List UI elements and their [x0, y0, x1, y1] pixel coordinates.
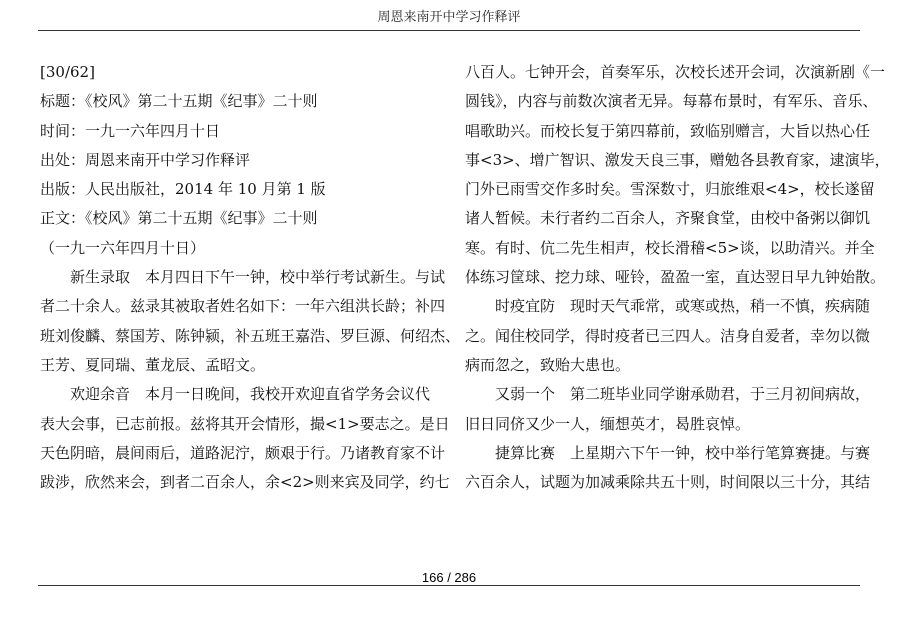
text-line: 又弱一个 第二班毕业同学谢承勋君，于三月初间病故， — [465, 385, 871, 404]
text-line: 寒。有时、伉二先生相声，校长滑稽<5>谈，以助清兴。并全 — [465, 238, 875, 257]
text-line: 天色阴暗，晨间雨后，道路泥泞，颇艰于行。乃诸教育家不计 — [40, 443, 446, 462]
text-line: 之。闻住校同学，得时疫者已三四人。洁身自爱者，幸勿以微 — [465, 326, 871, 345]
text-line: 王芳、夏同瑞、董龙辰、孟昭文。 — [40, 355, 266, 374]
text-line: 六百余人，试题为加减乘除共五十则，时间限以三十分，其结 — [465, 473, 871, 492]
text-line: 唱歌助兴。而校长复于第四幕前，致临别赠言，大旨以热心任 — [465, 121, 871, 140]
text-line: 诸人暂候。未行者约二百余人，齐聚食堂，由校中备粥以御饥 — [465, 209, 871, 228]
text-line: 八百人。七钟开会，首奏军乐，次校长述开会词，次演新剧《一 — [465, 63, 886, 81]
text-line: 事<3>、增广智识、激发天良三事，赠勉各县教育家，逮演毕， — [465, 150, 890, 169]
text-line: 出版：人民出版社，2014 年 10 月第 1 版 — [40, 180, 326, 199]
left-column — [40, 58, 461, 497]
text-line: 者二十余人。兹录其被取者姓名如下：一年六组洪长龄；补四 — [40, 297, 446, 316]
text-line: 表大会事，已志前报。兹将其开会情形，撮<1>要志之。是日 — [40, 414, 450, 433]
text-line: 体练习筐球、挖力球、哑铃，盈盈一室，直达翌日早九钟始散。 — [465, 268, 886, 287]
text-line: [30/62] — [40, 63, 95, 81]
header-rule — [38, 30, 860, 31]
text-line: （一九一六年四月十日） — [40, 238, 206, 257]
text-line: 标题：《校风》第二十五期《纪事》二十则 — [40, 92, 318, 111]
text-line: 旧日同侪又少一人，缅想英才，曷胜哀悼。 — [465, 414, 751, 433]
text-line: 出处：周恩来南开中学习作释评 — [40, 150, 251, 169]
text-line: 班刘俊麟、蔡国芳、陈钟颍，补五班王嘉浩、罗巨源、何绍杰、 — [40, 326, 461, 345]
text-line: 跋涉，欣然来会，到者二百余人，余<2>则来宾及同学，约七 — [40, 473, 450, 492]
right-column — [465, 58, 890, 497]
page-number-indicator: 166 / 286 — [421, 570, 477, 585]
text-line: 新生录取 本月四日下午一钟，校中举行考试新生。与试 — [40, 268, 446, 287]
text-line: 欢迎余音 本月一日晚间，我校开欢迎直省学务会议代 — [40, 385, 431, 404]
running-header: 周恩来南开中学习作释评 — [377, 10, 521, 25]
text-line: 捷算比赛 上星期六下午一钟，校中举行笔算赛捷。与赛 — [465, 443, 871, 462]
footer-rule — [38, 585, 860, 586]
text-line: 正文：《校风》第二十五期《纪事》二十则 — [40, 209, 318, 228]
text-line: 时间：一九一六年四月十日 — [40, 121, 221, 140]
text-line: 圆钱》，内容与前数次演者无异。每幕布景时，有军乐、音乐、 — [465, 92, 878, 111]
text-line: 门外已雨雪交作多时矣。雪深数寸，归旅维艰<4>，校长遂留 — [465, 180, 875, 199]
text-line: 病而忽之，致贻大患也。 — [465, 355, 631, 374]
text-line: 时疫宜防 现时天气乖常，或寒或热，稍一不慎，疾病随 — [465, 297, 871, 316]
